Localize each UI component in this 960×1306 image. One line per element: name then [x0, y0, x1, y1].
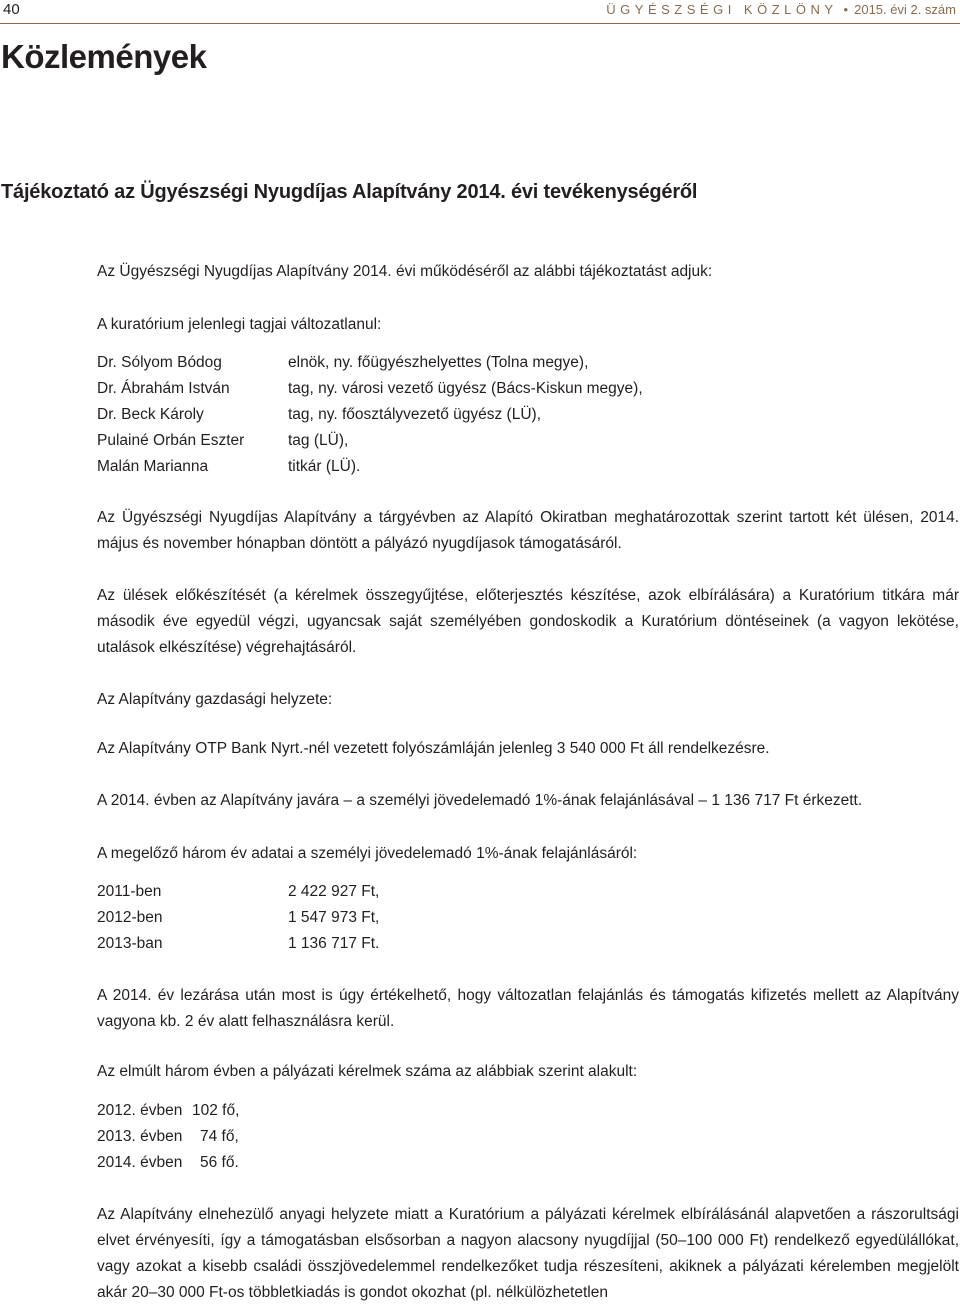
member-name: Malán Marianna	[97, 458, 209, 475]
application-count: 102 fő,	[192, 1102, 240, 1119]
applications-row	[97, 1124, 239, 1150]
year-label: 2011-ben	[97, 883, 162, 900]
publication-name: ÜGYÉSZSÉGI KÖZLÖNY	[606, 2, 838, 17]
applications-row	[97, 1150, 239, 1176]
board-member-row	[97, 376, 643, 402]
member-role: elnök, ny. főügyészhelyettes (Tolna megye),	[288, 354, 589, 371]
member-name: Dr. Beck Károly	[97, 406, 204, 423]
page-number: 40	[3, 1, 20, 18]
final-paragraph: Az Alapítvány elnehezülő anyagi helyzete miatt a Kuratórium a pályázati kérelmek elbírálásánál alapvetően a rászorultsági elvet érvényesíti, így a támogatásban elsősorban a nagyon alacsony nyugdíjjal (50–100 000 Ft) rendelkező egyedülállókat, vagy azokat a kisebb családi összjövedelemmel rendelkezőket tudja részesíteni, akiknek a pályázati kérelemben megjelölt akár 20–30 000 Ft-os többletkiadás is gondot okozhat (pl. nélkülözhetetlen	[97, 1206, 959, 1301]
three-year-row	[97, 931, 380, 957]
page-header	[0, 0, 960, 24]
board-member-row	[97, 402, 541, 428]
intro-paragraph: Az Ügyészségi Nyugdíjas Alapítvány 2014. évi működéséről az alábbi tájékoztatást adjuk:	[97, 263, 713, 280]
year-label: 2012-ben	[97, 909, 163, 926]
member-name: Dr. Sólyom Bódog	[97, 354, 222, 371]
publication-info	[606, 2, 956, 17]
member-name: Dr. Ábrahám István	[97, 380, 230, 397]
three-year-row	[97, 905, 380, 931]
article-title: Tájékoztató az Ügyészségi Nyugdíjas Alapítvány 2014. évi tevékenységéről	[1, 181, 698, 203]
sessions-paragraph: Az Ügyészségi Nyugdíjas Alapítvány a tárgyévben az Alapító Okiratban meghatározottak szerint tartott két ülésen, 2014. május és november hónapban döntött a pályázó nyugdíjasok támogatásáról.	[97, 509, 959, 552]
member-role: tag, ny. városi vezető ügyész (Bács-Kiskun megye),	[288, 380, 643, 397]
issue-label: 2015. évi 2. szám	[854, 2, 956, 17]
amount-value: 2 422 927 Ft,	[288, 883, 380, 900]
closing-2014-paragraph: A 2014. év lezárása után most is úgy értékelhető, hogy változatlan felajánlás és támogatás kifizetés mellett az Alapítvány vagyona kb. 2 év alatt felhasználásra kerül.	[97, 987, 959, 1030]
applications-row	[97, 1098, 240, 1124]
applications-heading: Az elmúlt három évben a pályázati kérelmek száma az alábbiak szerint alakult:	[97, 1063, 638, 1080]
board-member-row	[97, 428, 349, 454]
three-year-row	[97, 879, 380, 905]
section-title: Közlemények	[1, 38, 207, 75]
board-member-row	[97, 454, 361, 480]
member-name: Pulainé Orbán Eszter	[97, 432, 245, 449]
year-label: 2013-ban	[97, 935, 163, 952]
member-role: tag (LÜ),	[288, 432, 349, 449]
preparation-paragraph: Az ülések előkészítését (a kérelmek összegyűjtése, előterjesztés készítése, azok elbírálására) a Kuratórium titkára már második éve egyedül végzi, ugyancsak saját személyében gondoskodik a Kuratórium döntéseinek (a vagyon lekötése, utalások elkészítése) végrehajtásáról.	[97, 587, 959, 656]
board-heading: A kuratórium jelenlegi tagjai változatlanul:	[97, 316, 382, 333]
header-separator: •	[843, 2, 849, 17]
amount-value: 1 547 973 Ft,	[288, 909, 380, 926]
finance-heading: Az Alapítvány gazdasági helyzete:	[97, 691, 333, 708]
board-member-row	[97, 350, 589, 376]
header-rule	[0, 23, 960, 24]
member-role: tag, ny. főosztályvezető ügyész (LÜ),	[288, 406, 541, 423]
member-role: titkár (LÜ).	[288, 458, 361, 475]
application-year: 2013. évben	[97, 1128, 183, 1145]
application-year: 2014. évben	[97, 1154, 183, 1171]
amount-value: 1 136 717 Ft.	[288, 935, 380, 952]
finance-account-paragraph: Az Alapítvány OTP Bank Nyrt.-nél vezetett folyószámláján jelenleg 3 540 000 Ft áll rendelkezésre.	[97, 740, 770, 757]
application-count: 74 fő,	[200, 1128, 239, 1145]
finance-2014-paragraph: A 2014. évben az Alapítvány javára – a személyi jövedelemadó 1%-ának felajánlásával – 1 136 717 Ft érkezett.	[97, 792, 863, 809]
application-year: 2012. évben	[97, 1102, 183, 1119]
three-year-heading: A megelőző három év adatai a személyi jövedelemadó 1%-ának felajánlásáról:	[97, 845, 638, 862]
application-count: 56 fő.	[200, 1154, 239, 1171]
